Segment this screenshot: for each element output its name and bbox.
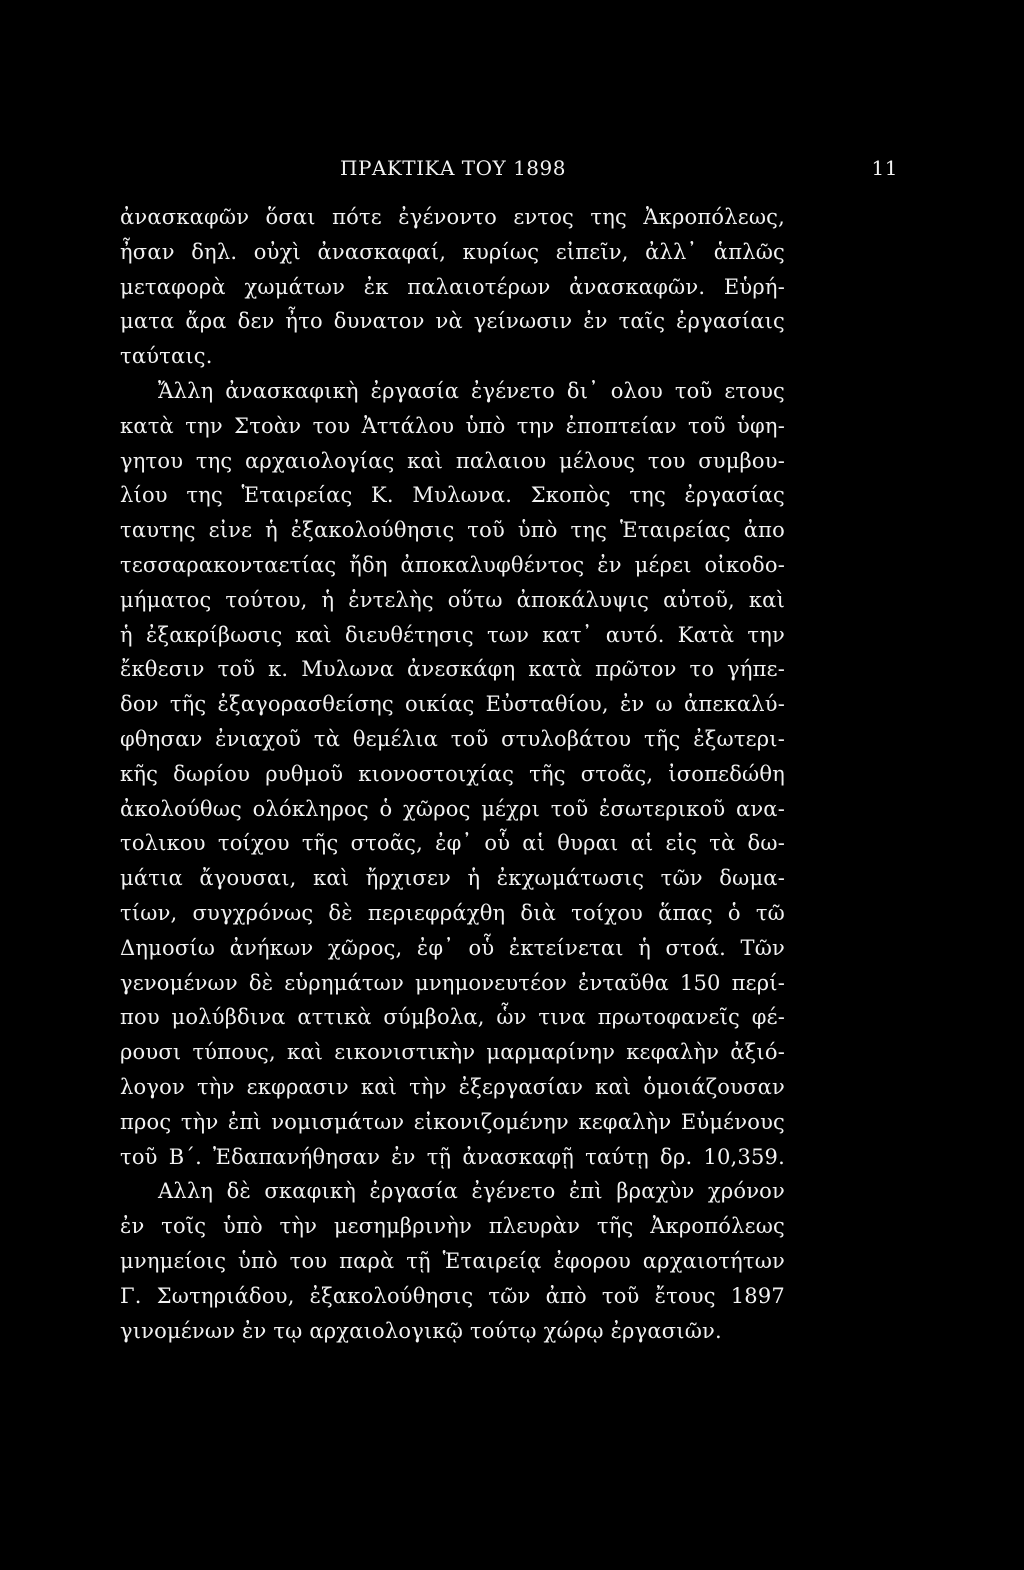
text-line: που μολύβδινα αττικὰ σύμβολα, ὧν τινα πρωτοφανεῖς φέ-	[120, 1005, 785, 1030]
running-title: ΠΡΑΚΤΙΚΑ ΤΟΥ 1898	[340, 156, 566, 180]
text-line: Γ. Σωτηριάδου, ἐξακολούθησις τῶν ἀπὸ τοῦ ἔτους 1897	[120, 1283, 785, 1308]
body-text	[120, 200, 785, 1348]
text-line: ἀνασκαφῶν ὅσαι πότε ἐγένοντο εντος της Ἀκροπόλεως,	[120, 205, 785, 229]
text-line: τίων, συγχρόνως δὲ περιεφράχθη διὰ τοίχου ἅπας ὁ τῶ	[120, 900, 785, 925]
text-line: κῆς δωρίου ρυθμοῦ κιονοστοιχίας τῆς στοᾶς, ἰσοπεδώθη	[120, 761, 785, 786]
text-line: ρουσι τύπους, καὶ εικονιστικὴν μαρμαρίνην κεφαλὴν ἀξιό-	[120, 1040, 785, 1065]
text-line: λογον τὴν εκφρασιν καὶ τὴν ἐξεργασίαν καὶ ὁμοιάζουσαν	[120, 1074, 785, 1099]
text-line: τοῦ Β΄. Ἐδαπανήθησαν ἐν τῇ ἀνασκαφῇ ταύτῃ δρ. 10,359.	[120, 1144, 785, 1169]
text-line: γινομένων ἐν τῳ αρχαιολογικῷ τούτῳ χώρῳ ἐργασιῶν.	[120, 1318, 722, 1343]
text-line: κατὰ την Στοὰν του Ἀττάλου ὑπὸ την ἐποπτείαν τοῦ ὑφη-	[120, 413, 785, 438]
text-line: ἐν τοῖς ὑπὸ τὴν μεσημβρινὴν πλευρὰν τῆς Ἀκροπόλεως	[120, 1214, 785, 1239]
text-line: ἦσαν δηλ. οὐχὶ ἀνασκαφαί, κυρίως εἰπεῖν, ἀλλ᾽ ἁπλῶς	[120, 239, 785, 264]
page-number: 11	[871, 156, 898, 180]
running-head	[120, 156, 900, 186]
text-line: γενομένων δὲ εὑρημάτων μνημονευτέον ἐνταῦθα 150 περί-	[120, 970, 785, 995]
text-line: μνημείοις ὑπὸ του παρὰ τῇ Ἑταιρείᾳ ἐφορου αρχαιοτήτων	[120, 1248, 785, 1273]
text-line: φθησαν ἐνιαχοῦ τὰ θεμέλια τοῦ στυλοβάτου τῆς ἐξωτερι-	[120, 726, 785, 751]
text-line: μήματος τούτου, ἡ ἐντελὴς οὕτω ἀποκάλυψις αὐτοῦ, καὶ	[120, 587, 785, 612]
text-line: Αλλη δὲ σκαφικὴ ἐργασία ἐγένετο ἐπὶ βραχὺν χρόνον	[158, 1179, 785, 1204]
text-line: Δημοσίω ἀνήκων χῶρος, ἐφ᾽ οὗ ἐκτείνεται ἡ στοά. Τῶν	[120, 935, 785, 960]
text-line: τεσσαρακονταετίας ἤδη ἀποκαλυφθέντος ἐν μέρει οἰκοδο-	[120, 552, 785, 577]
text-line: μεταφορὰ χωμάτων ἐκ παλαιοτέρων ἀνασκαφῶν. Εὑρή-	[120, 274, 785, 299]
text-line: ταυτης εἰνε ἡ ἐξακολούθησις τοῦ ὑπὸ της Ἑταιρείας ἀπο	[120, 518, 785, 543]
text-line: ἡ ἐξακρίβωσις καὶ διευθέτησις των κατ᾽ αυτό. Κατὰ την	[120, 622, 785, 647]
text-line: προς τὴν ἐπὶ νομισμάτων εἰκονιζομένην κεφαλὴν Εὐμένους	[120, 1109, 785, 1134]
text-line: Ἄλλη ἀνασκαφικὴ ἐργασία ἐγένετο δι᾽ ολου τοῦ ετους	[158, 378, 785, 403]
text-line: ἔκθεσιν τοῦ κ. Μυλωνα ἀνεσκάφη κατὰ πρῶτον το γήπε-	[120, 657, 785, 682]
text-line: γητου της αρχαιολογίας καὶ παλαιου μέλους του συμβου-	[120, 448, 785, 473]
text-line: τολικου τοίχου τῆς στοᾶς, ἐφ᾽ οὗ αἱ θυραι αἱ εἰς τὰ δω-	[120, 831, 785, 856]
text-line: λίου της Ἑταιρείας Κ. Μυλωνα. Σκοπὸς της ἐργασίας	[120, 483, 785, 508]
text-line: ἀκολούθως ολόκληρος ὁ χῶρος μέχρι τοῦ ἐσωτερικοῦ ανα-	[120, 796, 785, 821]
text-line: μάτια ἄγουσαι, καὶ ἤρχισεν ἡ ἐκχωμάτωσις τῶν δωμα-	[120, 866, 785, 891]
text-line: δον τῆς ἐξαγορασθείσης οικίας Εὐσταθίου, ἐν ω ἀπεκαλύ-	[120, 692, 785, 717]
text-line: ματα ἄρα δεν ἦτο δυνατον νὰ γείνωσιν ἐν ταῖς ἐργασίαις	[120, 309, 785, 334]
text-line: ταύταις.	[120, 344, 213, 369]
